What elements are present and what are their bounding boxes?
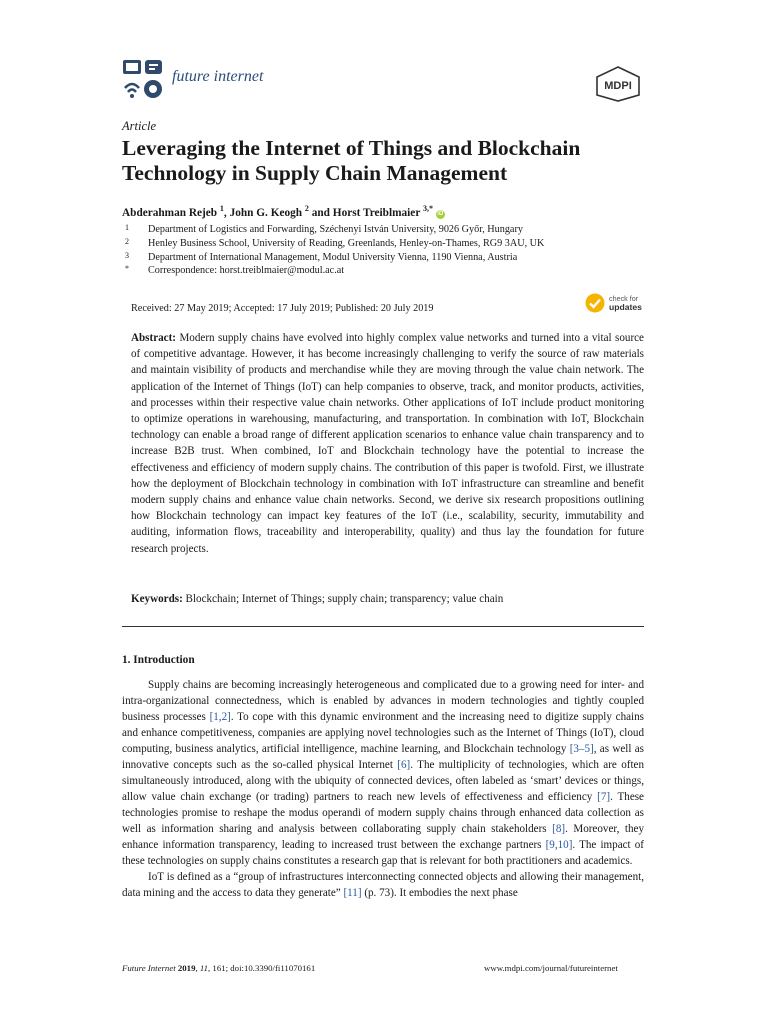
affiliation-mark: 3 [125, 250, 129, 260]
keywords [131, 593, 644, 605]
author-name: Horst Treiblmaier [332, 206, 421, 219]
journal-name: future internet [172, 68, 264, 85]
paragraph-text: . Moreover, they enhance information transparency, leading to increased trust between the exchange partners [122, 823, 644, 851]
author-marks: 1 [219, 204, 224, 213]
check-updates-line1: check for [609, 294, 639, 303]
affiliation-mark: 2 [125, 236, 129, 246]
mdpi-logo-icon [594, 66, 642, 102]
paragraph-text: . The multiplicity of technologies, which are often simultaneously introduced, along with the ubiquity of connected devices, often labeled as ‘smart’ devices or things, allow value chain exchange (or trading) partners to reach new levels of effectiveness and efficiency [122, 759, 644, 803]
affiliation-item [122, 251, 652, 265]
mdpi-logo [594, 66, 642, 102]
check-updates-icon [584, 292, 606, 314]
section-divider [122, 626, 644, 627]
section-heading: 1. Introduction [122, 654, 195, 666]
abstract-label: Abstract: [131, 332, 176, 344]
body-paragraph [122, 869, 644, 901]
affiliation-item [122, 264, 652, 278]
author-list [122, 204, 445, 219]
check-for-updates-badge[interactable] [584, 292, 648, 318]
citation-link[interactable]: [8] [552, 823, 566, 835]
citation-link[interactable]: [11] [343, 887, 362, 899]
author-marks: 2 [304, 204, 309, 213]
citation-link[interactable]: [3–5] [569, 743, 594, 755]
citation-link[interactable]: [7] [597, 791, 611, 803]
article-title: Leveraging the Internet of Things and Blockchain Technology in Supply Chain Management [122, 136, 581, 185]
mdpi-logo-text: MDPI [604, 80, 632, 92]
footer-citation: Future Internet 2019, 11, 161; doi:10.3390/fi11070161 [122, 963, 316, 973]
footer-year: 2019 [177, 963, 196, 973]
affiliation-mark: * [125, 264, 129, 274]
paragraph-text: Supply chains are becoming increasingly heterogeneous and complicated due to a growing need for inter- and intra-organizational connectedness, which is enabled by advances in modern technologies and tightly coupled business processes [122, 679, 644, 723]
citation-link[interactable]: [1,2] [209, 711, 231, 723]
footer-doi: , 161; doi:10.3390/fi11070161 [208, 963, 316, 973]
affiliation-text: Henley Business School, University of Reading, Greenlands, Henley-on-Thames, RG9 3AU, UK [148, 237, 545, 249]
article-type: Article [122, 119, 157, 133]
author-separator: and [308, 206, 333, 219]
footer-url[interactable]: www.mdpi.com/journal/futureinternet [484, 963, 618, 973]
citation-link[interactable]: [9,10] [545, 839, 573, 851]
section-body [122, 677, 644, 901]
orcid-icon[interactable]: iD [437, 210, 444, 217]
citation-link[interactable]: [6] [397, 759, 411, 771]
paragraph-text: IoT is defined as a “group of infrastructures interconnecting connected objects and allowing their management, data mining and the access to data they generate” [122, 871, 644, 899]
author-name: Abderahman Rejeb [122, 206, 218, 219]
publication-dates: Received: 27 May 2019; Accepted: 17 July 2019; Published: 20 July 2019 [131, 303, 434, 314]
paragraph-text: . To cope with this dynamic environment and the increasing need to digitize supply chains and enhance competitiveness, companies are applying novel technologies such as the Internet of Things (IoT), cloud computing, business analytics, artificial intelligence, machine learning, and Blockchain technology [122, 711, 644, 755]
abstract-text: Modern supply chains have evolved into highly complex value networks and turned into a vital source of competitive advantage. However, it has become increasingly challenging to verify the source of raw materials and maintain visibility of products and merchandise while they are moving through the value chain network. The application of the Internet of Things (IoT) can help companies to observe, track, and monitor products, activities, and processes within their respective value chain networks. Other applications of IoT include product monitoring to optimize operations in warehousing, manufacturing, and transportation. In combination with IoT, Blockchain technology can enable a broad range of different application scenarios to enhance value chain transparency and to increase B2B trust. When combined, IoT and Blockchain technology have the potential to increase the effectiveness and efficiency of modern supply chains. The contribution of this paper is twofold. First, we illustrate how the deployment of Blockchain technology in combination with IoT infrastructure can streamline and benefit modern supply chains and enhance value chain networks. Second, we derive six research propositions outlining how Blockchain technology can impact key features of the IoT (i.e., scalability, security, immutability and auditing, information flows, traceability and interoperability, quality) and thus lay the foundation for future research projects. [131, 332, 644, 555]
affiliation-item [122, 223, 652, 237]
journal-logo [122, 58, 164, 100]
author-marks: 3,* [422, 204, 433, 213]
paragraph-text: . The impact of these technologies on supply chains constitutes a research gap that is relevant for both practitioners and academics. [122, 839, 644, 867]
author-name: John G. Keogh [229, 206, 303, 219]
correspondence-text[interactable]: Correspondence: horst.treiblmaier@modul.ac.at [148, 265, 345, 277]
abstract [131, 330, 644, 557]
keywords-text: Blockchain; Internet of Things; supply chain; transparency; value chain [185, 593, 504, 605]
check-updates-label [609, 294, 642, 312]
future-internet-logo-icon [122, 58, 164, 100]
paragraph-text: . These technologies promise to reshape the modus operandi of modern supply chains through enhanced data collection as well as information sharing and analysis between collaborating supply chain stakeholders [122, 791, 644, 835]
body-paragraph [122, 677, 644, 869]
author-separator: , [223, 206, 230, 219]
affiliation-mark: 1 [125, 223, 129, 232]
check-updates-line2: updates [609, 302, 642, 312]
footer-volume: 11 [199, 963, 209, 973]
affiliation-list [122, 223, 652, 278]
paragraph-text: , as well as innovative concepts such as the so-called physical Internet [122, 743, 644, 771]
affiliation-text: Department of Logistics and Forwarding, Széchenyi István University, 9026 Győr, Hungary [148, 224, 523, 235]
paragraph-text: (p. 73). It embodies the next phase [361, 887, 518, 899]
footer-journal: Future Internet [122, 963, 176, 973]
affiliation-item [122, 237, 652, 251]
affiliation-text: Department of International Management, Modul University Vienna, 1190 Vienna, Austria [148, 251, 518, 263]
keywords-label: Keywords: [131, 593, 183, 605]
